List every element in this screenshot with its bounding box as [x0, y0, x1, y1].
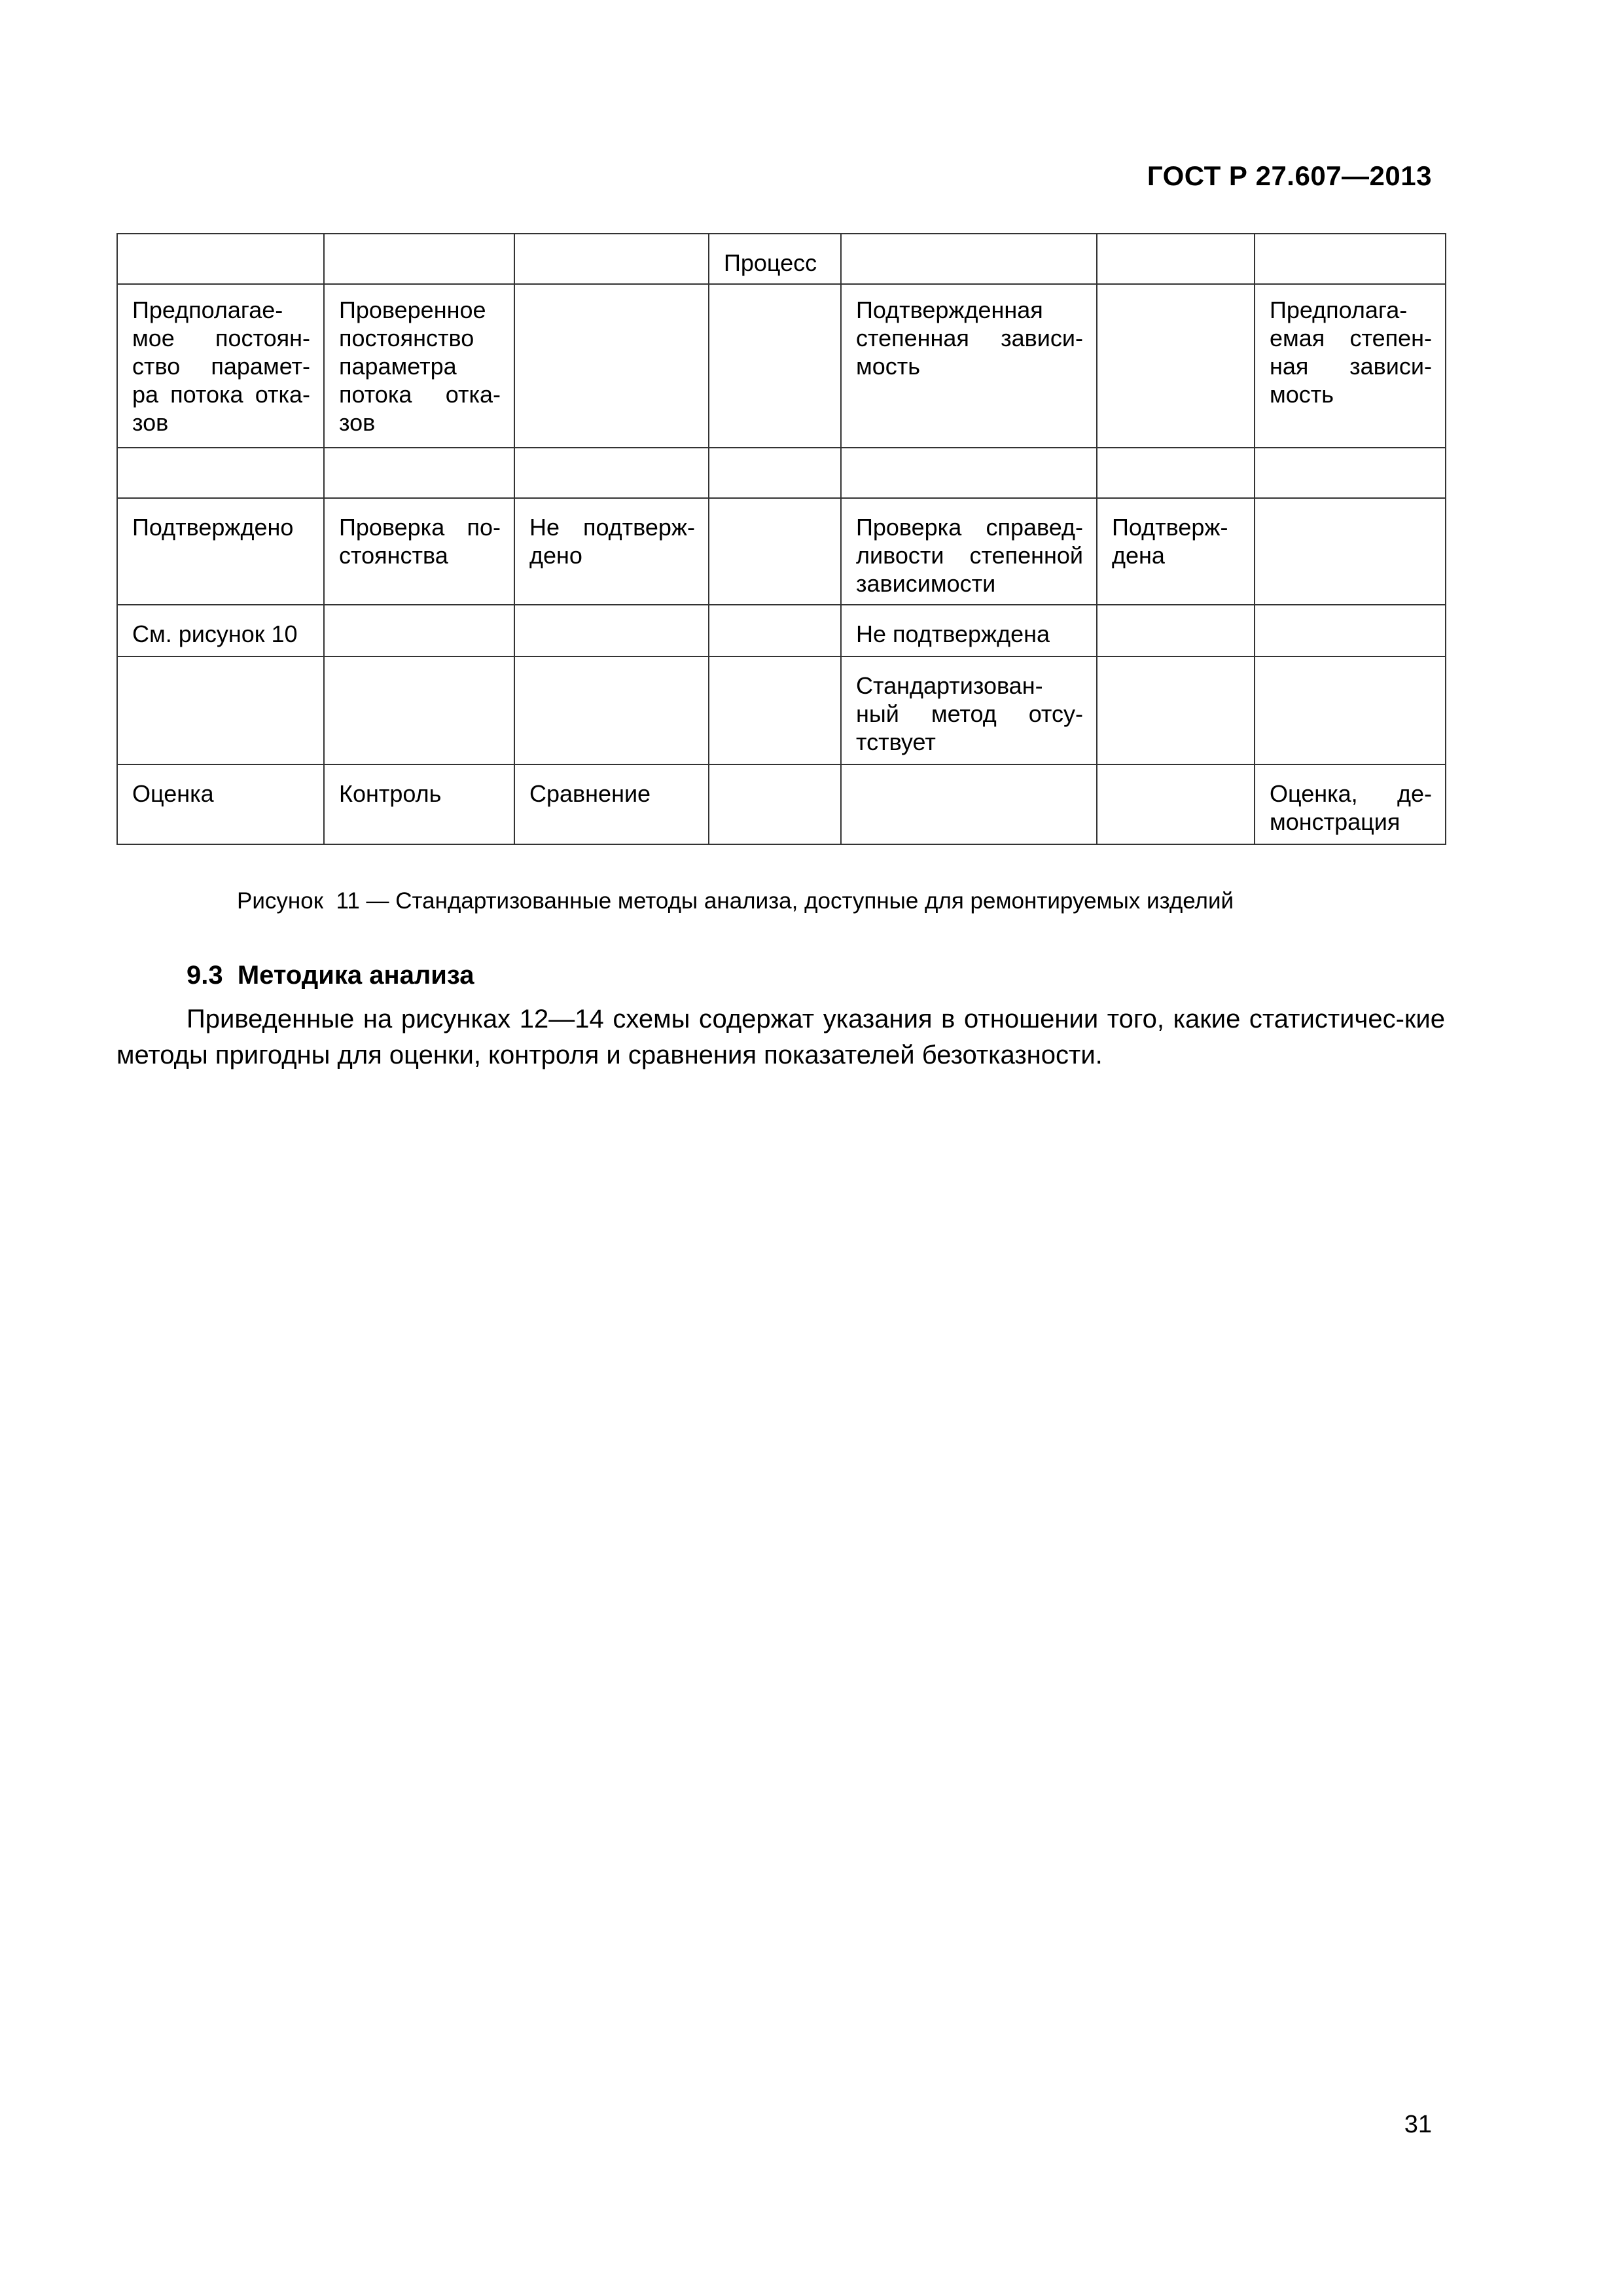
- table-cell: [709, 764, 841, 844]
- page-number: 31: [1404, 2111, 1432, 2138]
- table-cell: Не подтверж-дено: [514, 498, 709, 605]
- table-cell: [514, 656, 709, 764]
- table-cell: Не подтверждена: [841, 605, 1097, 656]
- table-cell: [117, 656, 324, 764]
- table-cell: [1097, 284, 1255, 448]
- table-row: [117, 234, 1446, 284]
- table-cell: [324, 234, 514, 284]
- table-cell: [709, 448, 841, 498]
- table-cell: [324, 448, 514, 498]
- table-cell: [1255, 234, 1446, 284]
- table-cell: [324, 605, 514, 656]
- table-cell: Проверенное постоянство параметра потока отка-зов: [324, 284, 514, 448]
- table-cell: [709, 656, 841, 764]
- table-cell: [1255, 605, 1446, 656]
- table-cell: [1255, 656, 1446, 764]
- table-cell: [1097, 234, 1255, 284]
- table-cell: [1255, 448, 1446, 498]
- table-cell: Подтвержденная степенная зависи-мость: [841, 284, 1097, 448]
- table-cell: [514, 284, 709, 448]
- table-cell: [1097, 764, 1255, 844]
- table-cell: [514, 448, 709, 498]
- table-cell: Предполага-емая степен-ная зависи-мость: [1255, 284, 1446, 448]
- table-cell-process: Процесс: [709, 234, 841, 284]
- table-cell: [709, 605, 841, 656]
- table-cell: Предполагае-мое постоян-ство парамет-ра потока отка-зов: [117, 284, 324, 448]
- table-cell: [1097, 448, 1255, 498]
- table-row: [117, 764, 1446, 844]
- table-row: [117, 656, 1446, 764]
- table-cell: [709, 284, 841, 448]
- table-cell: [1255, 498, 1446, 605]
- table-cell: Подтверждено: [117, 498, 324, 605]
- table-row: [117, 448, 1446, 498]
- table-cell: [841, 234, 1097, 284]
- table-cell: Оценка, де-монстрация: [1255, 764, 1446, 844]
- table-cell: Проверка по-стоянства: [324, 498, 514, 605]
- table-cell: Проверка справед-ливости степенной зависимости: [841, 498, 1097, 605]
- table-row: [117, 605, 1446, 656]
- table-cell: [709, 498, 841, 605]
- table-cell: См. рисунок 10: [117, 605, 324, 656]
- table-cell: [1097, 605, 1255, 656]
- table-cell: Сравнение: [514, 764, 709, 844]
- body-paragraph: Приведенные на рисунках 12—14 схемы содержат указания в отношении того, какие статистичес-кие методы пригодны для оценки, контроля и сравнения показателей безотказности.: [116, 1005, 1445, 1069]
- table-cell: [117, 234, 324, 284]
- table-cell: [324, 656, 514, 764]
- table-cell: Подтверж-дена: [1097, 498, 1255, 605]
- table-cell: [514, 234, 709, 284]
- figure-caption: Рисунок 11 — Стандартизованные методы анализа, доступные для ремонтируемых изделий: [237, 888, 1234, 914]
- table-cell: Оценка: [117, 764, 324, 844]
- table-cell: [514, 605, 709, 656]
- figure-table: [116, 233, 1446, 845]
- table-cell: [1097, 656, 1255, 764]
- table-cell: Стандартизован-ный метод отсу-тствует: [841, 656, 1097, 764]
- document-code: ГОСТ Р 27.607—2013: [1147, 160, 1432, 191]
- section-heading: 9.3 Методика анализа: [187, 961, 474, 990]
- table-row: [117, 498, 1446, 605]
- table-cell: [117, 448, 324, 498]
- table-cell: [841, 764, 1097, 844]
- table-row: [117, 284, 1446, 448]
- table-cell: [841, 448, 1097, 498]
- table-cell: Контроль: [324, 764, 514, 844]
